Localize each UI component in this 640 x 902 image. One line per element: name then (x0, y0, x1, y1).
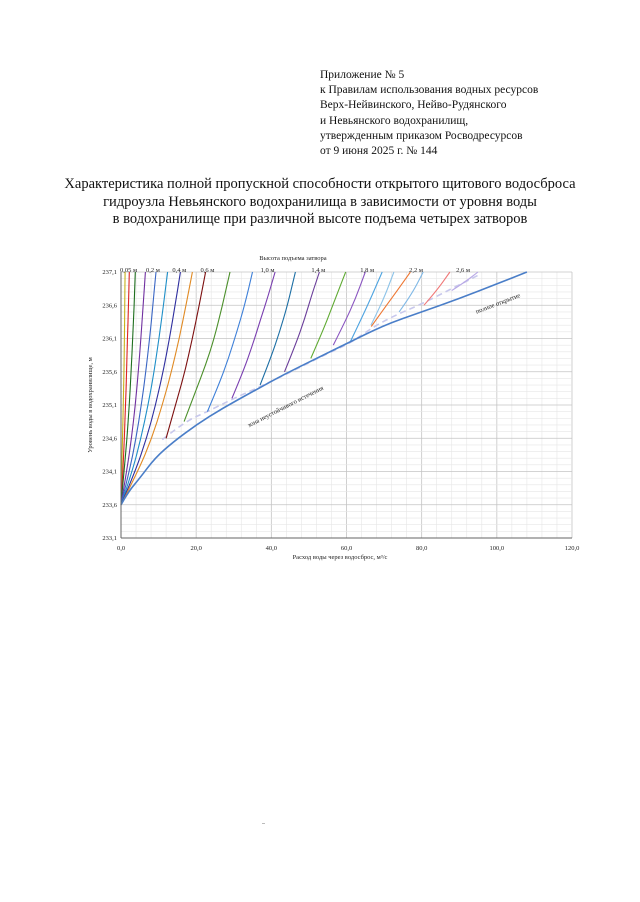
document-title-line: Характеристика полной пропускной способности открытого щитового водосброса (64, 176, 576, 192)
y-tick-label: 235,1 (102, 402, 117, 410)
x-tick-label: 120,0 (564, 545, 580, 552)
gate-height-label: 0,4 м (172, 267, 187, 274)
y-tick-label: 234,1 (102, 468, 117, 476)
appendix-line: к Правилам использования водных ресурсов (320, 84, 539, 97)
appendix-line: и Невьянского водохранилищ, (320, 114, 469, 127)
y-tick-label: 235,6 (102, 368, 117, 376)
gate-height-label: 2,6 м (456, 267, 470, 274)
y-tick-label: 237,1 (102, 269, 117, 277)
appendix-line: Верх-Нейвинского, Нейво-Рудянского (320, 99, 507, 112)
gate-height-label: 0,05 м (119, 267, 138, 274)
gate-opening-curve (121, 272, 192, 505)
x-tick-label: 0,0 (116, 545, 126, 552)
document-title-line: в водохранилище при различной высоте подъема четырех затворов (112, 211, 528, 227)
x-tick-label: 100,0 (489, 545, 505, 552)
x-tick-label: 20,0 (190, 545, 202, 552)
gate-opening-curve (207, 272, 252, 412)
chart-annotation: зона неустойчивого истечения (246, 384, 325, 430)
gate-opening-curve (260, 272, 295, 385)
y-tick-label: 233,6 (102, 501, 117, 509)
x-tick-label: 80,0 (415, 545, 428, 552)
gate-opening-curve (333, 272, 365, 345)
appendix-line: утвержденным приказом Росводресурсов (320, 129, 523, 142)
gate-height-label: 0,6 м (200, 267, 215, 274)
chart-annotation: полное открытие (474, 292, 522, 316)
y-tick-label: 234,6 (102, 435, 117, 443)
gate-height-label: 1,4 м (311, 267, 326, 274)
gate-opening-curve (285, 272, 320, 372)
appendix-line: Приложение № 5 (320, 69, 405, 81)
document-title-line: гидроузла Невьянского водохранилища в зависимости от уровня воды (103, 193, 537, 210)
x-tick-label: 60,0 (340, 545, 353, 552)
y-axis-label: Уровень воды в водохранилище, м (87, 357, 94, 453)
chart-curves (121, 272, 527, 505)
gate-height-label: 1,8 м (360, 267, 375, 274)
x-tick-label: 40,0 (265, 545, 278, 552)
gate-opening-curve (166, 272, 206, 438)
x-axis-label: Расход воды через водосброс, м³/с (292, 554, 388, 561)
y-tick-label: 236,6 (102, 302, 117, 310)
gate-height-label: 0,2 м (146, 267, 160, 274)
y-tick-label: 233,1 (102, 535, 117, 543)
gate-opening-curve (232, 272, 275, 398)
gate-opening-curve (452, 272, 478, 291)
scan-mark (262, 823, 265, 824)
full-opening-curve (121, 272, 527, 505)
chart-title: Высота подъема затвора (259, 255, 327, 262)
appendix-line: от 9 июня 2025 г. № 144 (320, 145, 438, 158)
y-tick-label: 236,1 (102, 335, 117, 343)
chart-grid (121, 272, 572, 538)
gate-height-label: 1,0 м (260, 267, 275, 274)
gate-height-label: 2,2 м (409, 267, 423, 274)
